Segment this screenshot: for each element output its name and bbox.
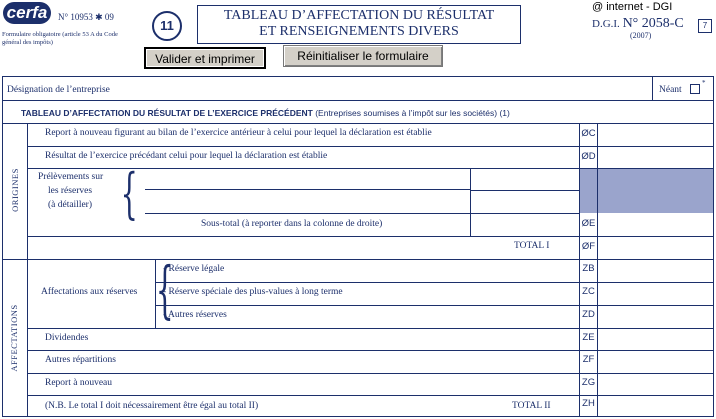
prelevement-amount-2[interactable] bbox=[472, 192, 578, 212]
dgi-prefix: D.G.I. bbox=[592, 18, 620, 30]
affectations-reserves-label: Affectations aux réserves bbox=[41, 287, 138, 297]
code-od: ØD bbox=[581, 151, 596, 162]
prelevements-line-2: les réserves bbox=[47, 186, 93, 196]
affectations-label: AFFECTATIONS bbox=[9, 304, 19, 372]
neant-asterisk: * bbox=[702, 79, 706, 87]
input-od[interactable] bbox=[598, 147, 712, 168]
code-of: ØF bbox=[581, 241, 596, 252]
reserve-speciale-label: - Réserve spéciale des plus-values à long terme bbox=[163, 287, 343, 297]
code-zg: ZG bbox=[581, 377, 596, 388]
row-sous-total-label: Sous-total (à reporter dans la colonne de droite) bbox=[201, 219, 383, 229]
internet-label: @ internet - DGI bbox=[592, 1, 673, 13]
input-zh[interactable] bbox=[598, 396, 712, 416]
title-line-2: ET RENSEIGNEMENTS DIVERS bbox=[259, 24, 459, 39]
form-number: N° 10953 ✱ 09 bbox=[58, 12, 114, 22]
input-oe[interactable] bbox=[598, 214, 712, 235]
row-total1-label: TOTAL I bbox=[514, 241, 550, 251]
section-title bbox=[21, 108, 510, 119]
code-zf: ZF bbox=[582, 354, 595, 365]
code-zh: ZH bbox=[582, 398, 595, 409]
input-ze[interactable] bbox=[598, 329, 712, 350]
reset-form-button[interactable]: Réinitialiser le formulaire bbox=[283, 45, 443, 67]
prelevement-detail-2[interactable] bbox=[146, 193, 468, 211]
prelevements-line-1: Prélèvements sur bbox=[38, 172, 104, 182]
dividendes-label: Dividendes bbox=[45, 333, 89, 343]
row-total2-label: TOTAL II bbox=[512, 401, 551, 411]
input-oc[interactable] bbox=[598, 124, 712, 145]
reserves-brace: { bbox=[155, 253, 174, 326]
row-report-label: Report à nouveau figurant au bilan de l’exercice antérieur à celui pour lequel la déclaration est établie bbox=[45, 128, 432, 138]
validate-print-button[interactable]: Valider et imprimer bbox=[144, 47, 266, 69]
section-note: (Entreprises soumises à l’impôt sur les sociétés) (1) bbox=[315, 108, 510, 118]
form-year: (2007) bbox=[630, 31, 652, 40]
code-zb: ZB bbox=[582, 263, 595, 274]
dgi-number: N° 2058-C bbox=[622, 16, 684, 31]
origines-label: ORIGINES bbox=[10, 168, 20, 212]
designation-label: Désignation de l’entreprise bbox=[7, 85, 110, 95]
input-zb[interactable] bbox=[598, 260, 712, 281]
title-line-1: TABLEAU D’AFFECTATION DU RÉSULTAT bbox=[223, 8, 495, 23]
code-oe: ØE bbox=[581, 218, 596, 229]
autres-reserves-label: - Autres réserves bbox=[163, 310, 227, 320]
input-zf[interactable] bbox=[598, 351, 712, 372]
prelevement-detail-1[interactable] bbox=[146, 170, 468, 188]
reserve-legale-label: - Réserve légale bbox=[163, 264, 225, 274]
report-nouveau-label: Report à nouveau bbox=[45, 378, 113, 388]
cerfa-logo: cerfa bbox=[3, 2, 51, 24]
input-zd[interactable] bbox=[598, 306, 712, 327]
autres-repartitions-label: Autres répartitions bbox=[45, 355, 116, 365]
dgi-form-id bbox=[592, 16, 684, 32]
page-number-circle: 11 bbox=[152, 11, 182, 41]
input-of[interactable] bbox=[598, 237, 712, 258]
designation-input[interactable] bbox=[120, 80, 650, 98]
nb-note: (N.B. Le total I doit nécessairement être égal au total II) bbox=[45, 401, 259, 411]
neant-checkbox[interactable] bbox=[690, 84, 700, 94]
input-zc[interactable] bbox=[598, 283, 712, 304]
code-zd: ZD bbox=[582, 309, 595, 320]
code-zc: ZC bbox=[582, 286, 595, 297]
code-oc: ØC bbox=[581, 128, 596, 139]
box-number: 7 bbox=[698, 19, 712, 33]
section-title-text: TABLEAU D’AFFECTATION DU RÉSULTAT DE L’EXERCICE PRÉCÉDENT bbox=[21, 108, 313, 118]
prelevement-amount-1[interactable] bbox=[472, 170, 578, 189]
code-ze: ZE bbox=[582, 332, 595, 343]
neant-label: Néant bbox=[659, 85, 682, 95]
prelevements-brace: { bbox=[120, 162, 138, 225]
row-resultat-label: Résultat de l’exercice précédant celui pour lequel la déclaration est établie bbox=[45, 151, 328, 161]
prelevements-line-3: (à détailler) bbox=[47, 200, 93, 210]
form-title bbox=[197, 5, 521, 44]
obligation-note: Formulaire obligatoire (article 53 A du Code général des impôts) bbox=[2, 31, 118, 46]
input-zg[interactable] bbox=[598, 374, 712, 395]
